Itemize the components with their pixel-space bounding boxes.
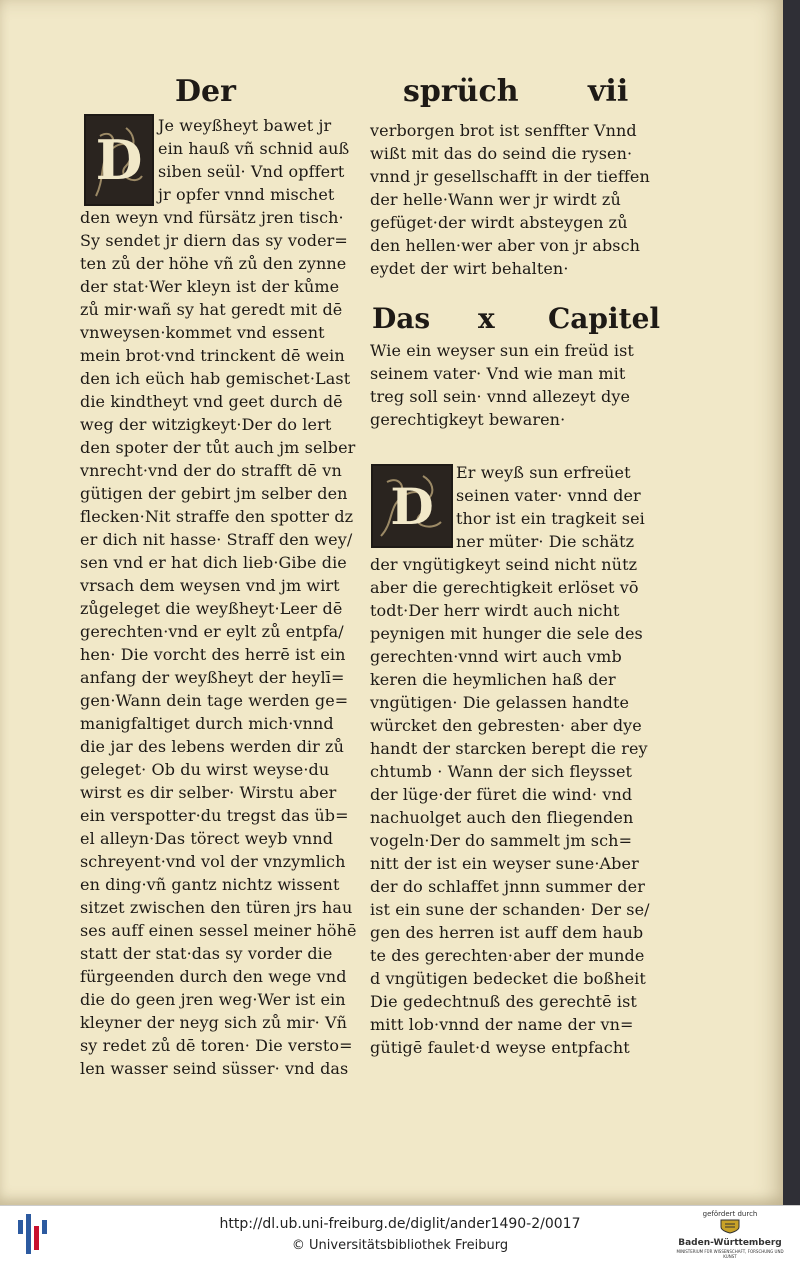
left-line: geleget· Ob du wirst weyse·du — [80, 760, 330, 779]
right-line: eydet der wirt behalten· — [370, 259, 569, 278]
left-line: zůgeleget die weyßheyt·Leer dē — [80, 599, 343, 618]
sponsor-name: Baden-Württemberg — [678, 1238, 782, 1248]
left-line: ten zů der höhe vñ zů den zynne — [80, 254, 347, 273]
left-line: vnrecht·vnd der do strafft dē vn — [80, 461, 342, 480]
right-line: chtumb · Wann der sich fleysset — [370, 762, 633, 781]
left-line: sy redet zů dē toren· Die versto= — [80, 1036, 353, 1055]
chapter-heading-word: Das — [372, 302, 431, 335]
right-line: ner müter· Die schätz — [456, 532, 635, 551]
chapter-summary-line: gerechtigkeyt bewaren· — [370, 410, 566, 429]
header-center: sprüch — [403, 74, 519, 109]
left-line: en ding·vñ gantz nichtz wissent — [80, 875, 340, 894]
right-line: gütigē faulet·d weyse entpfacht — [370, 1038, 630, 1057]
header-left: Der — [175, 74, 236, 109]
initial-letter-right: D — [390, 476, 434, 536]
chapter-summary-line: Wie ein weyser sun ein freüd ist — [370, 341, 634, 360]
left-line: wirst es dir selber· Wirstu aber — [80, 783, 337, 802]
left-line: statt der stat·das sy vorder die — [80, 944, 333, 963]
left-line: kleyner der neyg sich zů mir· Vñ — [80, 1013, 348, 1032]
chapter-summary-line: treg soll sein· vnnd allezeyt dye — [370, 387, 631, 406]
left-line: vrsach dem weysen vnd jm wirt — [80, 576, 340, 595]
right-line: Die gedechtnuß des gerechtē ist — [370, 992, 637, 1011]
right-line: gefüget·der wirdt absteygen zů — [370, 213, 628, 232]
left-line: vnweysen·kommet vnd essent — [80, 323, 325, 342]
left-line: sen vnd er hat dich lieb·Gibe die — [80, 553, 347, 572]
left-line: er dich nit hasse· Straff den wey/ — [80, 530, 353, 549]
left-line: hen· Die vorcht des herrē ist ein — [80, 645, 346, 664]
left-line: Je weyßheyt bawet jr — [158, 116, 332, 135]
initial-letter-left: D — [95, 128, 143, 192]
right-line: keren die heymlichen haß der — [370, 670, 616, 689]
left-line: sitzet zwischen den türen jrs hau — [80, 898, 353, 917]
header-folio: vii — [588, 74, 629, 109]
coat-of-arms-icon — [719, 1218, 741, 1234]
right-line: peynigen mit hunger die sele des — [370, 624, 643, 643]
right-line: todt·Der herr wirdt auch nicht — [370, 601, 620, 620]
left-line: jr opfer vnnd mischet — [158, 185, 335, 204]
right-line: der vngütigkeyt seind nicht nütz — [370, 555, 638, 574]
permalink-url[interactable]: http://dl.ub.uni-freiburg.de/diglit/ander1490-2/0017 — [219, 1216, 581, 1232]
left-line: flecken·Nit straffe den spotter dz — [80, 507, 354, 526]
right-line: ist ein sune der schanden· Der se/ — [370, 900, 650, 919]
left-line: ein verspotter·du tregst das üb= — [80, 806, 349, 825]
right-line: der helle·Wann wer jr wirdt zů — [370, 190, 621, 209]
left-line: die do geen jren weg·Wer ist ein — [80, 990, 346, 1009]
right-line: gen des herren ist auff dem haub — [370, 923, 644, 942]
left-line: gerechten·vnd er eylt zů entpfa/ — [80, 622, 344, 641]
left-line: die kindtheyt vnd geet durch dē — [80, 392, 343, 411]
right-line: würcket den gebresten· aber dye — [370, 716, 642, 735]
left-line: Sy sendet jr diern das sy voder= — [80, 231, 348, 250]
right-line: vogeln·Der do sammelt jm sch= — [370, 831, 633, 850]
right-line: vngütigen· Die gelassen handte — [370, 693, 630, 712]
right-line: nitt der ist ein weyser sune·Aber — [370, 854, 639, 873]
left-line: mein brot·vnd trinckent dē wein — [80, 346, 345, 365]
left-line: der stat·Wer kleyn ist der kůme — [80, 277, 340, 296]
decorated-initial-left — [84, 114, 154, 206]
left-line: fürgeenden durch den wege vnd — [80, 967, 347, 986]
left-line: gen·Wann dein tage werden ge= — [80, 691, 349, 710]
left-line: manigfaltiget durch mich·vnnd — [80, 714, 334, 733]
right-line: handt der starcken berept die rey — [370, 739, 648, 758]
right-line: thor ist ein tragkeit sei — [456, 509, 645, 528]
left-line: die jar des lebens werden dir zů — [80, 737, 344, 756]
right-line: gerechten·vnnd wirt auch vmb — [370, 647, 622, 666]
sponsor-block — [670, 1210, 790, 1258]
right-line: der do schlaffet jnnn summer der — [370, 877, 645, 896]
left-line: schreyent·vnd vol der vnzymlich — [80, 852, 346, 871]
right-line: d vngütigen bedecket die boßheit — [370, 969, 646, 988]
left-line: ein hauß vñ schnid auß — [158, 139, 350, 158]
sponsor-label: gefördert durch — [702, 1210, 758, 1218]
right-line: mitt lob·vnnd der name der vn= — [370, 1015, 634, 1034]
chapter-summary-line: seinem vater· Vnd wie man mit — [370, 364, 626, 383]
right-line: den hellen·wer aber von jr absch — [370, 236, 641, 255]
left-line: ses auff einen sessel meiner höhē — [80, 921, 357, 940]
right-line: seinen vater· vnnd der — [456, 486, 641, 505]
chapter-heading-word: Capitel — [548, 302, 661, 335]
right-line: wißt mit das do seind die rysen· — [370, 144, 633, 163]
left-line: len wasser seind süsser· vnd das — [80, 1059, 349, 1078]
left-line: weg der witzigkeyt·Der do lert — [80, 415, 332, 434]
left-line: gütigen der gebirt jm selber den — [80, 484, 348, 503]
left-line: el alleyn·Das törect weyb vnnd — [80, 829, 334, 848]
left-line: den ich eüch hab gemischet·Last — [80, 369, 351, 388]
left-line: zů mir·wañ sy hat geredt mit dē — [80, 300, 343, 319]
decorated-initial-right — [371, 464, 453, 548]
sponsor-ministry: MINISTERIUM FÜR WISSENSCHAFT, FORSCHUNG UND KUNST — [676, 1249, 784, 1259]
right-line: te des gerechten·aber der munde — [370, 946, 645, 965]
right-line: Er weyß sun erfreüet — [456, 463, 631, 482]
right-line: aber die gerechtigkeit erlöset vō — [370, 578, 639, 597]
left-line: anfang der weyßheyt der heylī= — [80, 668, 345, 687]
right-line: vnnd jr gesellschafft in der tieffen — [370, 167, 650, 186]
right-line: nachuolget auch den fliegenden — [370, 808, 634, 827]
right-line: verborgen brot ist senffter Vnnd — [370, 121, 637, 140]
chapter-number: x — [478, 302, 495, 335]
left-line: den weyn vnd fürsätz jren tisch· — [80, 208, 344, 227]
left-line: den spoter der tůt auch jm selber — [80, 438, 356, 457]
viewer-footer — [0, 1205, 800, 1261]
left-line: siben seül· Vnd opffert — [158, 162, 345, 181]
copyright-notice: © Universitätsbibliothek Freiburg — [291, 1238, 509, 1253]
right-line: der lüge·der füret die wind· vnd — [370, 785, 633, 804]
